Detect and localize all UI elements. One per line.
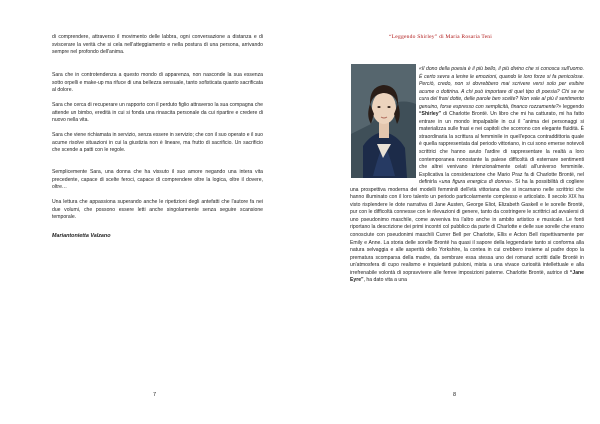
body-text-2: di Charlotte Brontë. Un libro che mi ha catturato, mi ha fatto entrare in un mondo impalpabile in cui il “anima dei personaggi si materializza sulle frasi e nei capitoli che scorrono con elegante fluidità. È straordinaria la scrittura al femminile in quell'epoca contraddittoria quale è quella rappresentata dal periodo vittoriano, in cui sono emerse notevoli scrittrici che hanno avuto l'ardire di rappresentare la realtà a loro contemporanea nonostante la palese difficoltà di esternare sentimenti che altrei venivano intenzionalmente celati all'universo femminile. Esplicativa la considerazione che Mario Praz fa di Charlotte Brontë, nel definirla «	[419, 111, 584, 186]
body-text-3: ». Si ha la possibilità di cogliere una prospettiva moderna dei modelli femminili dell'età vittoriana che si incarnano nelle scrittrici che hanno illuminato con il loro talento un periodo particolarmente complesso e articolato. Il secolo XIX ha visto risplendere le dote narrativa di Jane Austen, George Eliot, Elizabeth Gaskell e le sorelle Brontë, pur con le difficoltà connesse con le rilevazioni di genere, tanto da costringere le scrittrici ad avvalersi di uno pseudonimo maschile, come avveniva tra l'altro anche in ambito artistico e musicale. Le fonti riportano la descrizione dei primi incontri col pubblico da parte di Charlotte e delle sue sorelle che erano conosciute con pseudonimi maschili Currer Bell per Charlotte, Ellis e Acton Bell rispettivamente per Emily e Anne. La storia delle sorelle Brontë ha quasi il sapore della leggendarie tanto si conforma alla natura selvaggia e alle asperità dello Yorkshire, la contea in cui crebbero insieme al padre dopo la prematura scomparsa della madre, da sembrare essa stessa uno dei romanzi scritti dalle Brontë in un'atmosfera di cupo realismo e inquietanti pulsioni, mista a una vivace curiosità intellettuale e alla irrefrenabile volontà di sopravvivere alle ferree imposizioni paterne. Charlotte Brontë, autrice di	[350, 179, 584, 276]
left-paragraph-3: Sara che cerca di recuperare un rapporto con il perduto figlio attraverso la sua compagna che attende un bimbo, eredità in cui si fonda una rinascita personale da cui ripartire e credere di nuovo nella vita.	[52, 102, 263, 124]
book-title-jane-eyre: “Jane Eyre”	[350, 269, 584, 284]
page-number-left: 7	[153, 392, 157, 398]
left-paragraph-2: Sara che in controtendenza a questo mondo di apparenza, non nasconde la sua essenza sotto orpelli e make-up ma rifuce di una bellezza sensuale, tanto sofisticata quanto sacrificata al dolore.	[52, 72, 263, 94]
article-body	[350, 66, 584, 406]
left-paragraph-1: di comprendere, attraverso il movimento delle labbra, ogni conversazione a distanza e di sviscerare la verità che si cela nell'atteggiamento e nella postura di una persona, arrivando sempre nel profondo dell'anima.	[52, 34, 263, 56]
portrait-float-space	[350, 66, 419, 182]
book-title-shirley: “Shirley”	[419, 111, 442, 118]
body-text-1: leggendo	[563, 103, 584, 110]
opening-quote: «Il dono della poesia è il più bello, il più divino che si conosca sull'uomo. È certo sevra a lenire le emozioni, quando le loro forze si fa penicolose. Perciò, credo, non si dovrebbero mai scrivere versi solo per esibire acume o dottrina. A chi può importare di quel tipo di poesia? Chi se ne cura del frasi dotte, delle parole ben scelte? Non vale al più il sentimento genuino, forse espresso con semplicità, financo rozzamente?»	[419, 66, 584, 110]
body-text-4: , ha dato vita a una	[363, 277, 407, 284]
left-paragraph-5: Semplicemente Sara, una donna che ha vissuto il suo amore negando una intera vita precedente, capace di scelte feroci, capace di comprendere oltre la logica, oltre il dovere, oltre…	[52, 169, 263, 191]
author-signature: Mariantonietta Valzano	[52, 233, 111, 239]
article-header: “Leggendo Shirley” di Maria Rosaria Teni	[389, 34, 493, 40]
praz-quote: una figura energica di donna	[441, 179, 509, 186]
left-paragraph-4: Sara che viene richiamata in servizio, senza essere in servizio; che con il suo operato e il suo acume risolve situazioni in cui la giustizia non è lineare, ma frutto di sacrificio. Un sacrificio che scende a patti con le regole.	[52, 132, 263, 154]
page-number-right: 8	[453, 392, 457, 398]
left-paragraph-6: Una lettura che appassiona superando anche le ripetizioni degli antefatti che l'autore fa nei due volumi, che possono essere letti anche singolarmente senza seguire scansione temporale.	[52, 199, 263, 221]
